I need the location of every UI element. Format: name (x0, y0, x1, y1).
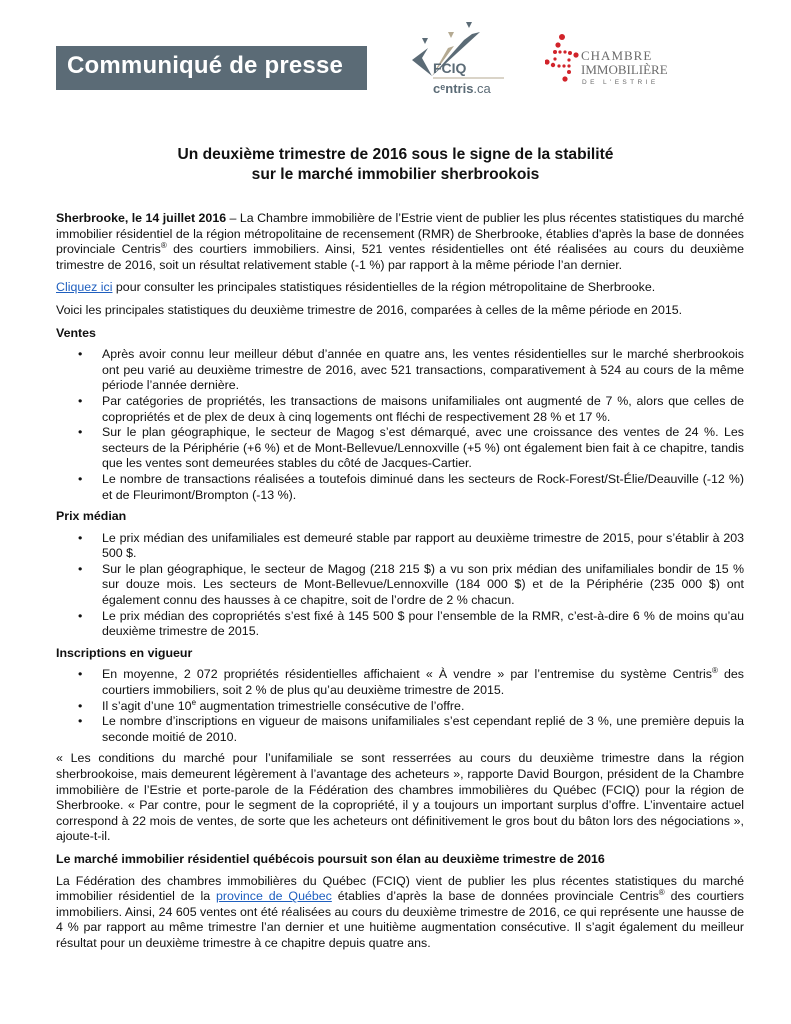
bullet-icon: • (78, 714, 83, 729)
bullet-icon: • (78, 698, 83, 713)
section-heading-ventes: Ventes (56, 325, 96, 340)
list-item: • Par catégories de propriétés, les transactions de maisons unifamiliales ont augmenté de 7 %, alors que celles de copropriétés et de plex de deux à cinq logements ont fléchi de respectivement 28 % et 17 %. (78, 393, 744, 424)
bullet-icon: • (78, 425, 83, 440)
list-item: • Le nombre de transactions réalisées a toutefois diminué dans les secteurs de Rock-Forest/St-Élie/Deauville (-12 %) et de Fleurimont/Brompton (-13 %). (78, 471, 744, 502)
inscriptions-list (56, 667, 744, 745)
list-item: • Sur le plan géographique, le secteur de Magog s’est démarqué, avec une croissance des ventes de 24 %. Les secteurs de la Périphérie (+6 %) et de Mont-Bellevue/Lennoxville (+5 %) ont également bien fait à ce chapitre, tandis que les ventes sont demeurées stables du côté de Jacques-Cartier. (78, 425, 744, 471)
press-release-banner (56, 46, 367, 90)
svg-text:IMMOBILIÈRE: IMMOBILIÈRE (581, 62, 668, 77)
list-item: • En moyenne, 2 072 propriétés résidentielles affichaient « À vendre » par l’entremise du système Centris® des courtiers immobiliers, soit 2 % de plus qu’au deuxième trimestre de 2015. (78, 666, 745, 698)
voici-paragraph: Voici les principales statistiques du deuxième trimestre de 2016, comparées à celles de la même période en 2015. (56, 302, 683, 317)
document-body (56, 211, 744, 959)
bullet-icon: • (78, 608, 83, 623)
list-item: • Sur le plan géographique, le secteur de Magog (218 215 $) a vu son prix médian des unifamiliales bondir de 15 % sur douze mois. Les secteurs de Mont-Bellevue/Lennoxville (184 000 $) et de la Périphérie (235 000 $) ont également connu des hausses à ce chapitre, soit de l’ordre de 2 % chacun. (78, 561, 744, 608)
list-item: • Le prix médian des copropriétés s’est fixé à 145 500 $ pour l’ensemble de la RMR, c’est-à-dire 6 % de moins qu’au deuxième trimestre de 2015. (78, 608, 744, 639)
title-line-1: Un deuxième trimestre de 2016 sous le signe de la stabilité (177, 146, 614, 163)
list-item: • Après avoir connu leur meilleur début d’année en quatre ans, les ventes résidentielles sur le marché sherbrookois ont peu varié au deuxième trimestre de 2016, avec 521 transactions, comparativement à 524 au cours de la même période l’année dernière. (78, 347, 744, 393)
ventes-list (56, 347, 744, 503)
title-line-2: sur le marché immobilier sherbrookois (251, 166, 540, 183)
bullet-icon: • (78, 347, 83, 362)
list-item: • Le nombre d’inscriptions en vigueur de maisons unifamiliales s’est cependant replié de 3 %, une première depuis la seconde moitié de 2010. (78, 714, 744, 744)
intro-paragraph: Sherbrooke, le 14 juillet 2016 – La Chambre immobilière de l’Estrie vient de publier les plus récentes statistiques du marché immobilier résidentiel de la région métropolitaine de recensement (RMR) de Sherbrooke, établies d'après la base de données provinciale Centris® des courtiers immobiliers. Ainsi, 521 ventes résidentielles ont été réalisées au cours du deuxième trimestre de 2016, soit un résultat relativement stable (-1 %) par rapport à la même période l’an dernier. (56, 211, 745, 272)
chambre-dots-icon (545, 34, 579, 82)
bullet-icon: • (78, 471, 83, 486)
link-paragraph: Cliquez ici pour consulter les principales statistiques résidentielles de la région métropolitaine de Sherbrooke. (56, 280, 656, 295)
banner-title: Communiqué de presse (67, 52, 344, 79)
svg-text:DE L'ESTRIE: DE L'ESTRIE (582, 79, 659, 86)
bullet-icon: • (78, 667, 83, 682)
svg-text:FCIQ: FCIQ (433, 60, 467, 76)
svg-text:centris.ca: $c^entris.ca$ (433, 81, 491, 96)
svg-text:CHAMBRE: CHAMBRE (581, 48, 653, 63)
section-heading-prix-median: Prix médian (56, 509, 127, 524)
province-de-quebec-link[interactable]: province de Québec (216, 889, 332, 904)
section-heading-quebec: Le marché immobilier résidentiel québécois poursuit son élan au deuxième trimestre de 2016 (56, 851, 605, 866)
prix-list (56, 531, 744, 640)
section-heading-inscriptions: Inscriptions en vigueur (56, 645, 193, 660)
quote-paragraph: « Les conditions du marché pour l’unifamiliale se sont resserrées au cours du deuxième trimestre dans la région sherbrookoise, mais demeurent légèrement à l’avantage des acheteurs », rapporte David Bourgon, président de la Chambre immobilière de l’Estrie et porte-parole de la Fédération des chambres immobilières du Québec (FCIQ) pour la région de Sherbrooke. « Par contre, pour le segment de la copropriété, il y a toujours un important surplus d’offre. L’inventaire actuel correspond à 22 mois de ventes, de sorte que les acheteurs ont définitivement le gros bout du bâton lors des négociations », ajoute-t-il. (56, 751, 744, 844)
document-title (60, 145, 731, 185)
list-item: • Il s’agit d’une 10e augmentation trimestrielle consécutive de l’offre. (78, 697, 465, 713)
cliquez-ici-link[interactable]: Cliquez ici (56, 280, 113, 295)
quebec-paragraph: La Fédération des chambres immobilières du Québec (FCIQ) vient de publier les plus récentes statistiques du marché immobilier résidentiel de la province de Québec établies d’après la base de données provinciale Centris® des courtiers immobiliers. Ainsi, 24 605 ventes ont été réalisées au cours du deuxième trimestre de 2016, ce qui représente une hausse de 4 % par rapport au même trimestre l’an dernier et une huitième augmentation consécutive. Il s’agit également du meilleur résultat pour un deuxième trimestre à ce chapitre depuis quatre ans. (56, 873, 744, 950)
chambre-immobiliere-estrie-logo (545, 30, 695, 92)
bullet-icon: • (78, 530, 83, 545)
dateline: Sherbrooke, le 14 juillet 2016 (56, 211, 227, 225)
list-item: • Le prix médian des unifamiliales est demeuré stable par rapport au deuxième trimestre de 2015, pour s’établir à 203 500 $. (78, 530, 744, 561)
bullet-icon: • (78, 393, 83, 408)
bullet-icon: • (78, 561, 83, 576)
fciq-centris-logo (408, 18, 512, 98)
